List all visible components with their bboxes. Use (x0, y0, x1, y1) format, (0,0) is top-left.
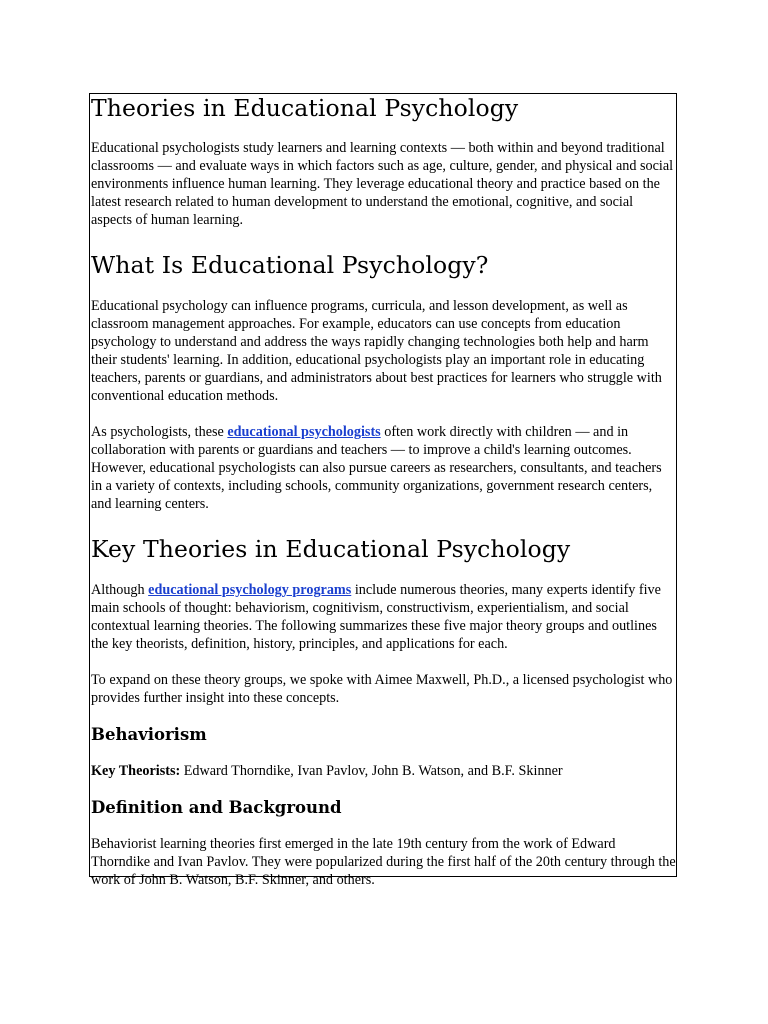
key-theories-paragraph-1-lead: Although (91, 582, 149, 598)
key-theorists-line (91, 762, 676, 780)
intro-paragraph: Educational psychologists study learners and learning contexts — both within and beyond traditional classrooms — and evaluate ways in which factors such as age, culture, gender, and physical and social environments influence human learning. They leverage educational theory and practice based on the latest research related to human development to understand the emotional, cognitive, and social aspects of human learning. (91, 140, 674, 228)
educational-psychology-programs-link[interactable]: educational psychology programs (148, 582, 352, 598)
document-frame (89, 93, 677, 888)
what-is-paragraph-1: Educational psychology can influence programs, curricula, and lesson development, as well as classroom management approaches. For example, educators can use concepts from education psychology to understand and address the ways rapidly changing technologies both help and harm their students' learning. In addition, educational psychologists play an important role in educating teachers, parents or guardians, and administrators about best practices for learners who struggle with conventional education methods. (91, 298, 662, 404)
behaviorism-heading: Behaviorism (91, 725, 207, 744)
definition-heading: Definition and Background (91, 798, 342, 817)
key-theories-paragraph-1 (91, 581, 676, 653)
key-theories-heading: Key Theories in Educational Psychology (91, 535, 571, 563)
key-theorists-value: Edward Thorndike, Ivan Pavlov, John B. Watson, and B.F. Skinner (180, 763, 563, 779)
what-is-paragraph-2-lead: As psychologists, these (91, 424, 228, 440)
key-theories-paragraph-1-rest: include numerous theories, many experts identify five main schools of thought: behaviorism, cognitivism, constructivism, experientialism, and social contextual learning theories. The following summarizes these five major theory groups and outlines the key theorists, definition, history, principles, and applications for each. (91, 582, 661, 652)
key-theories-paragraph-2: To expand on these theory groups, we spoke with Aimee Maxwell, Ph.D., a licensed psychologist who provides further insight into these concepts. (91, 672, 673, 706)
what-is-paragraph-2 (91, 423, 676, 513)
what-is-paragraph-2-rest: often work directly with children — and in collaboration with parents or guardians and teachers — to improve a child's learning outcomes. However, educational psychologists can also pursue careers as researchers, consultants, and teachers in a variety of contexts, including schools, community organizations, government research centers, and learning centers. (91, 424, 662, 512)
educational-psychologists-link[interactable]: educational psychologists (227, 424, 381, 440)
definition-paragraph: Behaviorist learning theories first emerged in the late 19th century from the work of Edward Thorndike and Ivan Pavlov. They were popularized during the first half of the 20th century through the work of John B. Watson, B.F. Skinner, and others. (91, 836, 676, 888)
key-theorists-label: Key Theorists: (91, 763, 181, 779)
what-is-heading: What Is Educational Psychology? (91, 251, 489, 279)
document-title: Theories in Educational Psychology (91, 94, 519, 122)
